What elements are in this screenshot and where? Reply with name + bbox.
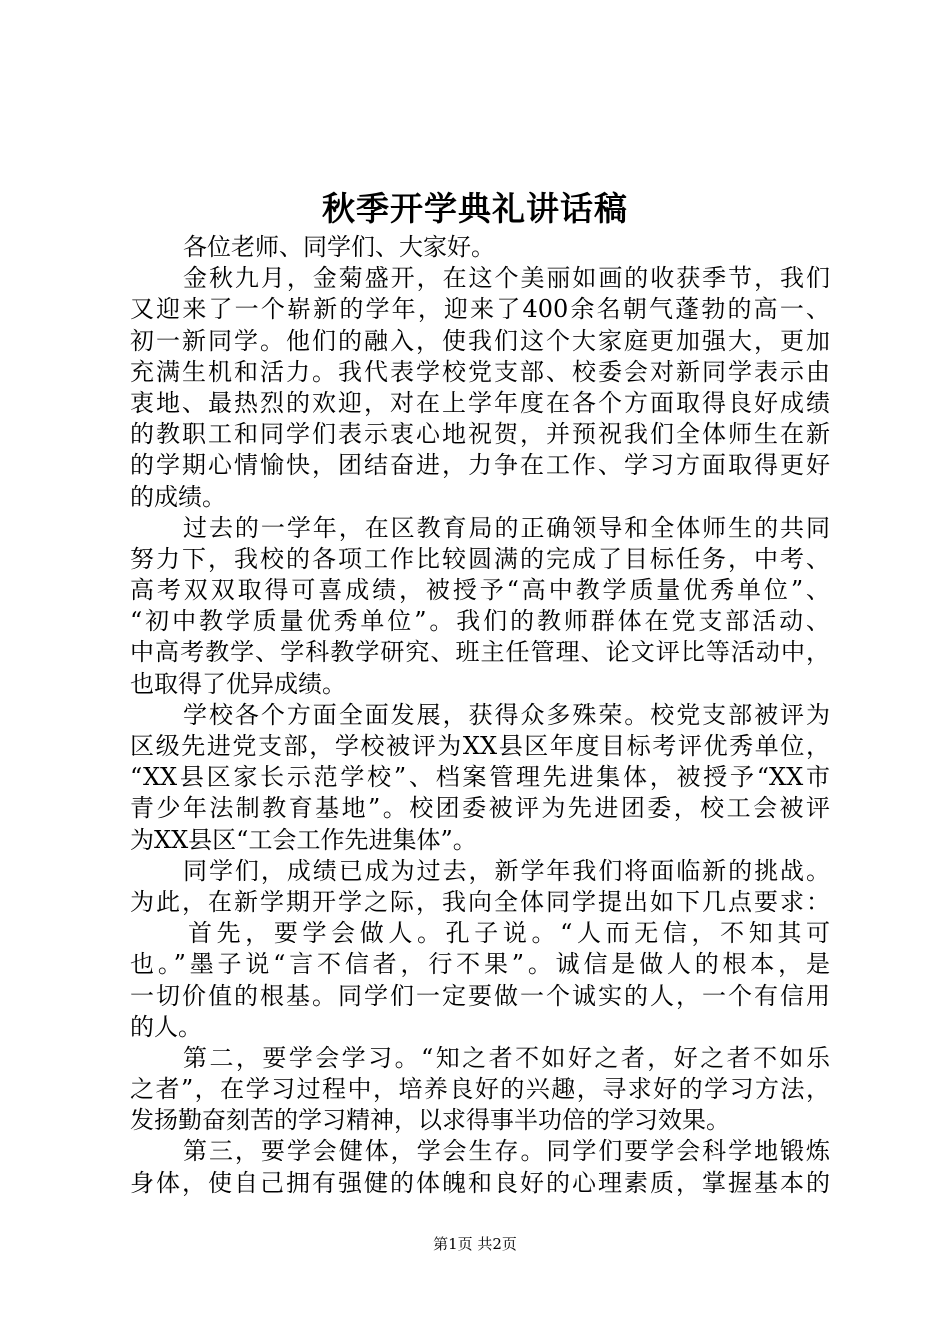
text-line: 为此，在新学期开学之际，我向全体同学提出如下几点要求：: [130, 887, 830, 916]
text-line: 高考双双取得可喜成绩，被授予“高中教学质量优秀单位”、: [130, 576, 830, 605]
document-body: [130, 232, 830, 1199]
text-line: 的成绩。: [130, 482, 226, 511]
text-line: 也取得了优异成绩。: [130, 669, 346, 698]
text-line: 各位老师、同学们、大家好。: [183, 233, 495, 261]
document-title: 秋季开学典礼讲话稿: [322, 189, 628, 228]
text-line: 为XX县区“工会工作先进集体”。: [130, 825, 477, 854]
text-line: 同学们，成绩已成为过去，新学年我们将面临新的挑战。: [183, 856, 830, 885]
text-line: 中高考教学、学科教学研究、班主任管理、论文评比等活动中，: [130, 638, 830, 667]
text-line: 充满生机和活力。我代表学校党支部、校委会对新同学表示由: [130, 357, 830, 386]
text-line: 发扬勤奋刻苦的学习精神，以求得事半功倍的学习效果。: [130, 1106, 730, 1135]
text-line: 努力下，我校的各项工作比较圆满的完成了目标任务，中考、: [130, 544, 830, 573]
text-line: 身体，使自己拥有强健的体魄和良好的心理素质，掌握基本的: [130, 1168, 830, 1197]
text-line: 之者”，在学习过程中，培养良好的兴趣，寻求好的学习方法，: [130, 1075, 830, 1104]
text-line: “XX县区家长示范学校”、档案管理先进集体，被授予“XX市: [130, 763, 830, 792]
text-line: 的人。: [130, 1012, 202, 1041]
text-line: 第二，要学会学习。“知之者不如好之者，好之者不如乐: [183, 1043, 830, 1072]
text-line: 的学期心情愉快，团结奋进，力争在工作、学习方面取得更好: [130, 451, 830, 480]
text-line: 也。”墨子说“言不信者，行不果”。诚信是做人的根本，是: [130, 950, 830, 979]
text-line: 衷地、最热烈的欢迎，对在上学年度在各个方面取得良好成绩: [130, 388, 830, 417]
text-line: 金秋九月，金菊盛开，在这个美丽如画的收获季节，我们: [183, 264, 830, 293]
text-line: 初一新同学。他们的融入，使我们这个大家庭更加强大，更加: [130, 326, 830, 355]
text-line: 的教职工和同学们表示衷心地祝贺，并预祝我们全体师生在新: [130, 420, 830, 449]
text-line: 又迎来了一个崭新的学年，迎来了400余名朝气蓬勃的高一、: [130, 295, 830, 324]
text-line: 青少年法制教育基地”。校团委被评为先进团委，校工会被评: [130, 794, 830, 823]
text-line: 区级先进党支部，学校被评为XX县区年度目标考评优秀单位，: [130, 732, 830, 760]
text-line: 首先，要学会做人。孔子说。“人而无信，不知其可: [188, 919, 830, 948]
text-line: 过去的一学年，在区教育局的正确领导和全体师生的共同: [183, 513, 830, 542]
page-number: 第1页 共2页: [433, 1235, 517, 1253]
text-line: 学校各个方面全面发展，获得众多殊荣。校党支部被评为: [183, 700, 830, 729]
text-line: “初中教学质量优秀单位”。我们的教师群体在党支部活动、: [130, 607, 830, 636]
text-line: 一切价值的根基。同学们一定要做一个诚实的人，一个有信用: [130, 981, 830, 1010]
text-line: 第三，要学会健体，学会生存。同学们要学会科学地锻炼: [183, 1137, 830, 1166]
